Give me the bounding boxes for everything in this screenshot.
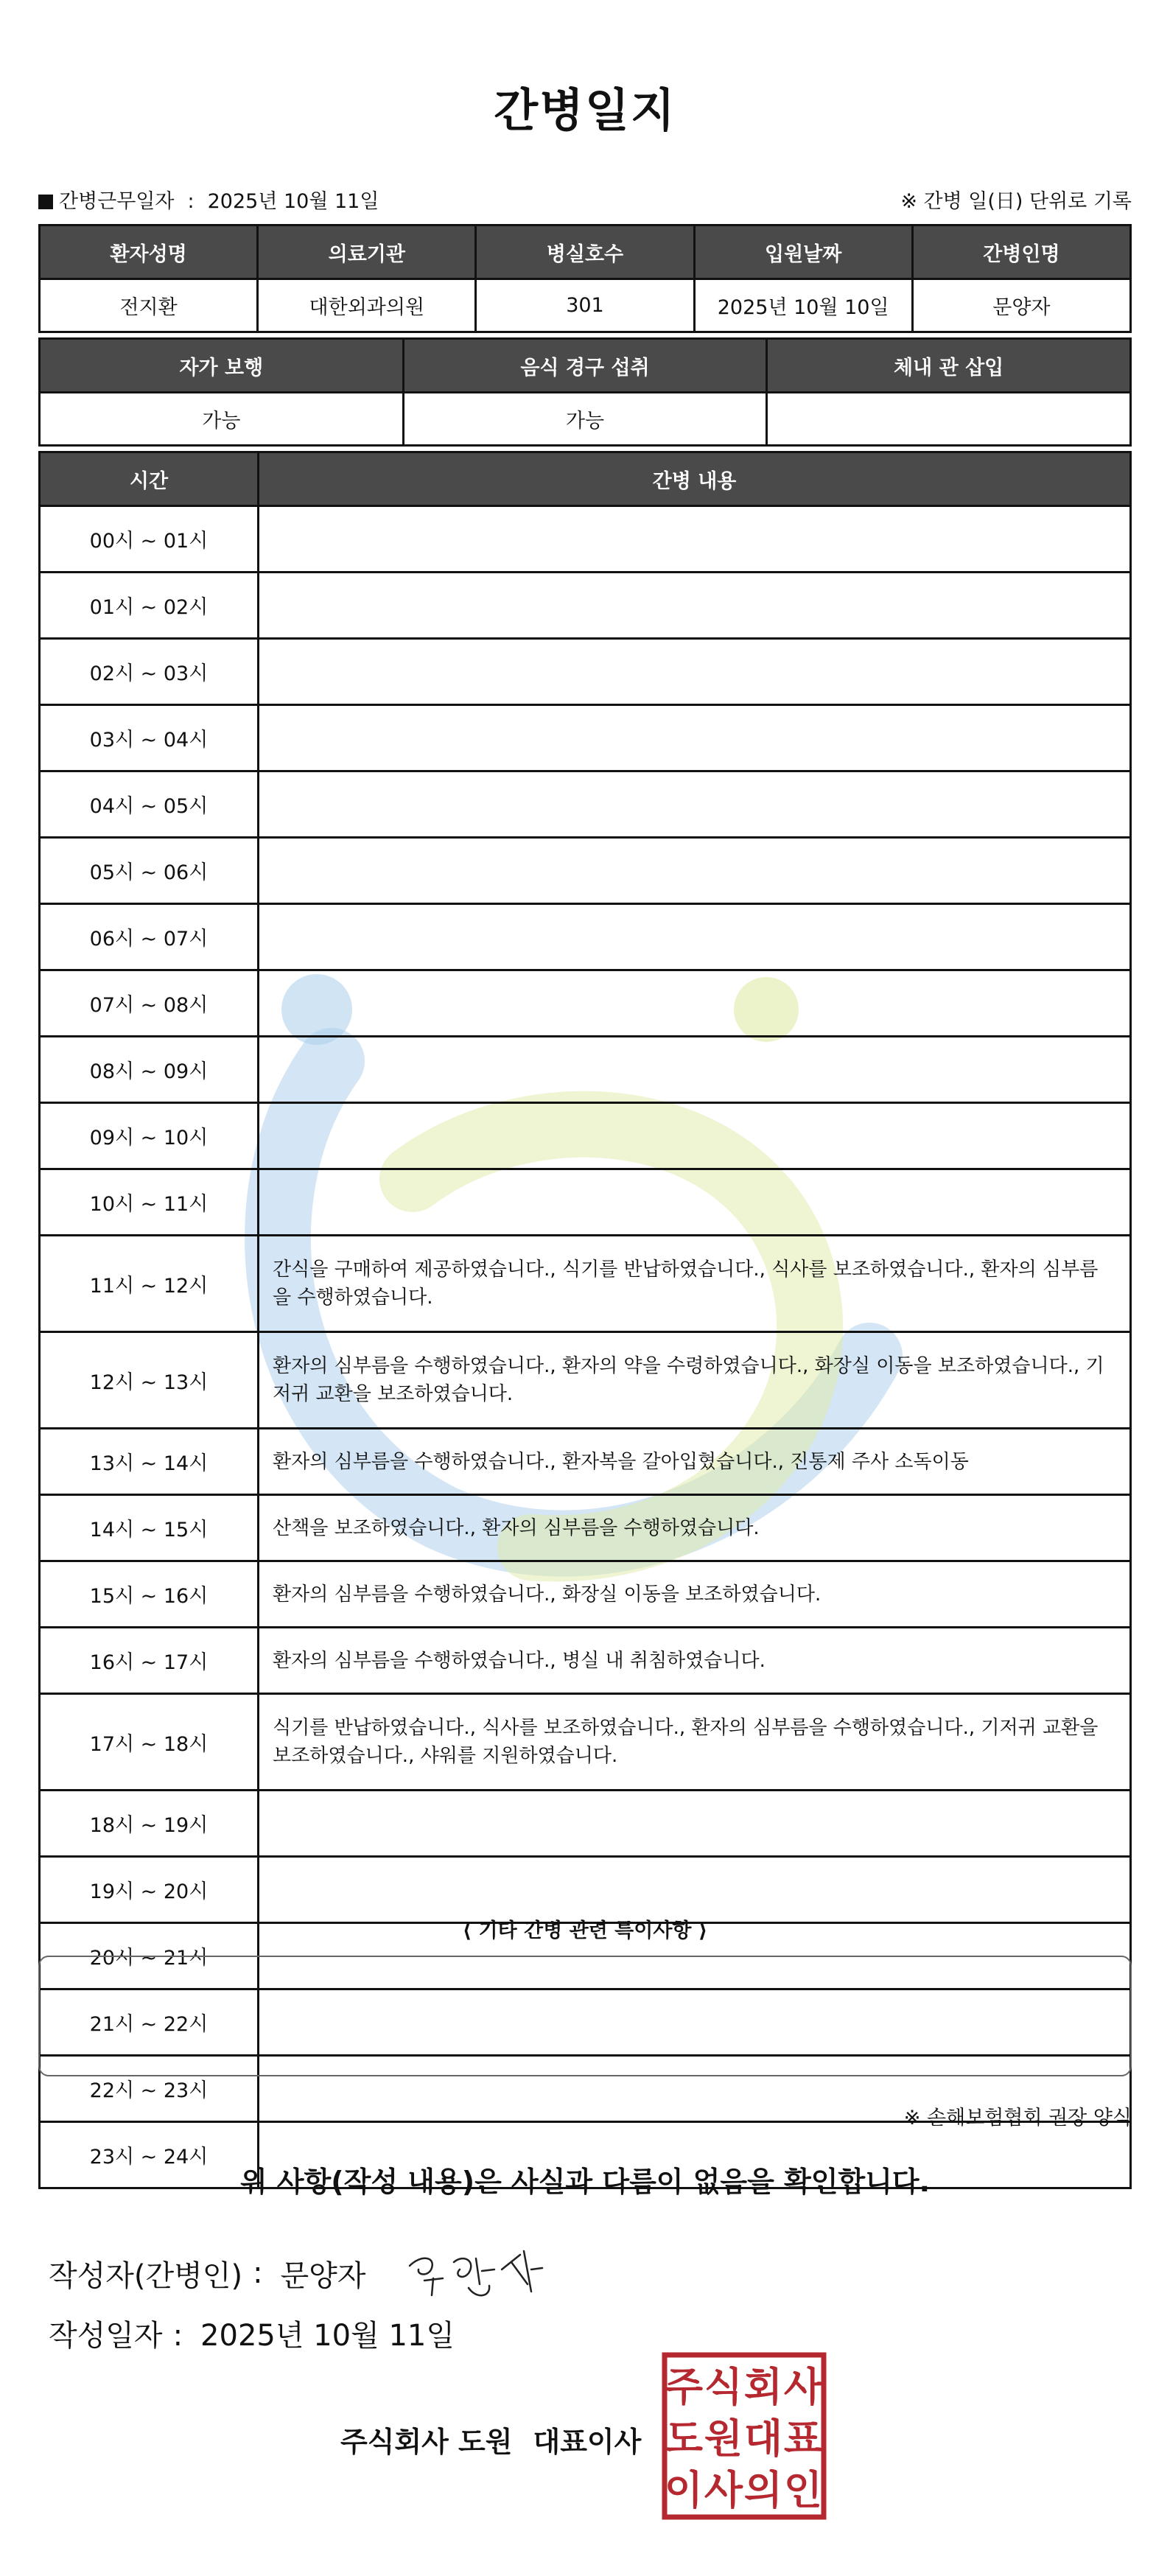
seal-character: 사 [704, 2467, 743, 2513]
ability-header-row [40, 339, 1131, 393]
log-time: 07시 ~ 08시 [40, 970, 259, 1037]
log-time: 00시 ~ 01시 [40, 506, 259, 573]
header-caregiver-name: 간병인명 [912, 225, 1130, 279]
care-log-row [40, 1236, 1131, 1332]
log-content [259, 970, 1131, 1037]
log-content [259, 838, 1131, 904]
log-content: 식기를 반납하였습니다., 식사를 보조하였습니다., 환자의 심부름을 수행하였습니다., 기저귀 교환을 보조하였습니다., 샤워를 지원하였습니다. [259, 1694, 1131, 1791]
ability-value-row [40, 393, 1131, 446]
header-self-walking: 자가 보행 [40, 339, 404, 393]
writer-row [49, 2240, 550, 2306]
care-log-row [40, 1332, 1131, 1429]
page-title: 간병일지 [494, 83, 676, 137]
log-content [259, 904, 1131, 970]
seal-character: 도 [664, 2415, 704, 2462]
work-date-value: 2025년 10월 11일 [207, 189, 379, 213]
seal-character: 의 [743, 2467, 783, 2513]
company-seal-stamp [662, 2352, 827, 2520]
writer-label: 작성자(간병인) [49, 2258, 243, 2293]
header-admission-date: 입원날짜 [694, 225, 912, 279]
log-time: 10시 ~ 11시 [40, 1169, 259, 1236]
header-room: 병실호수 [476, 225, 694, 279]
log-time: 11시 ~ 12시 [40, 1236, 259, 1332]
work-date-label: 간병근무일자 [59, 189, 175, 213]
log-time: 16시 ~ 17시 [40, 1628, 259, 1694]
seal-character: 이 [664, 2467, 704, 2513]
care-log-row [40, 1791, 1131, 1857]
log-time: 01시 ~ 02시 [40, 573, 259, 639]
log-time: 05시 ~ 06시 [40, 838, 259, 904]
work-date-row [38, 183, 1132, 215]
write-date-colon: : [172, 2319, 183, 2353]
log-time: 21시 ~ 22시 [40, 1989, 259, 2056]
care-log-row [40, 705, 1131, 771]
log-content [259, 771, 1131, 838]
log-time: 04시 ~ 05시 [40, 771, 259, 838]
log-time: 03시 ~ 04시 [40, 705, 259, 771]
patient-name: 전지환 [40, 279, 258, 332]
care-log-row [40, 1495, 1131, 1561]
care-log-row [40, 1628, 1131, 1694]
log-content [259, 1037, 1131, 1103]
care-log-row [40, 970, 1131, 1037]
write-date-value: 2025년 10월 11일 [200, 2319, 455, 2353]
care-log-row [40, 1429, 1131, 1495]
care-log-row [40, 838, 1131, 904]
care-log-row [40, 573, 1131, 639]
log-time: 12시 ~ 13시 [40, 1332, 259, 1429]
square-bullet-icon [38, 195, 53, 209]
record-note: ※ 간병 일(日) 단위로 기록 [900, 189, 1132, 213]
seal-character: 원 [704, 2415, 743, 2462]
seal-character: 주 [664, 2364, 704, 2410]
company-title: 대표이사 [533, 2426, 642, 2458]
care-log-row [40, 1857, 1131, 1923]
writer-colon: : [253, 2256, 263, 2290]
log-content [259, 1791, 1131, 1857]
log-content: 환자의 심부름을 수행하였습니다., 병실 내 취침하였습니다. [259, 1628, 1131, 1694]
log-time: 09시 ~ 10시 [40, 1103, 259, 1169]
log-content: 환자의 심부름을 수행하였습니다., 환자복을 갈아입혔습니다., 진통제 주사 소독이동 [259, 1429, 1131, 1495]
header-hospital: 의료기관 [258, 225, 476, 279]
log-content [259, 639, 1131, 705]
seal-character: 대 [743, 2415, 783, 2462]
care-log-row [40, 771, 1131, 838]
write-date-row [49, 2312, 455, 2354]
work-date-colon: : [187, 189, 195, 213]
log-time: 15시 ~ 16시 [40, 1561, 259, 1628]
seal-character: 인 [783, 2467, 823, 2513]
care-log-row [40, 1561, 1131, 1628]
recommend-note: ※ 손해보험협회 권장 양식 [903, 2107, 1132, 2129]
care-log-header-row [40, 452, 1131, 506]
header-tube-insertion: 체내 관 삽입 [767, 339, 1131, 393]
log-time: 19시 ~ 20시 [40, 1857, 259, 1923]
log-content: 환자의 심부름을 수행하였습니다., 화장실 이동을 보조하였습니다. [259, 1561, 1131, 1628]
log-content: 산책을 보조하였습니다., 환자의 심부름을 수행하였습니다. [259, 1495, 1131, 1561]
log-time: 20시 ~ 21시 [40, 1923, 259, 1989]
log-time: 13시 ~ 14시 [40, 1429, 259, 1495]
log-content [259, 705, 1131, 771]
oral-intake-value: 가능 [403, 393, 767, 446]
writer-name: 문양자 [280, 2258, 366, 2293]
log-time: 14시 ~ 15시 [40, 1495, 259, 1561]
company-name: 주식회사 도원 [340, 2426, 513, 2458]
handwritten-signature [402, 2240, 550, 2306]
room-number: 301 [476, 279, 694, 332]
care-log-row [40, 639, 1131, 705]
hospital-name: 대한외과의원 [258, 279, 476, 332]
header-oral-intake: 음식 경구 섭취 [403, 339, 767, 393]
care-log-row [40, 1037, 1131, 1103]
log-time: 23시 ~ 24시 [40, 2122, 259, 2188]
log-content [259, 1103, 1131, 1169]
log-content [259, 1169, 1131, 1236]
patient-ability-table [38, 337, 1132, 447]
caregiver-name: 문양자 [912, 279, 1130, 332]
patient-info-value-row [40, 279, 1131, 332]
special-notes-label: ⟨ 기타 간병 관련 특이사항 ⟩ [462, 1919, 708, 1942]
care-log-row [40, 506, 1131, 573]
care-log-row [40, 904, 1131, 970]
log-content [259, 1857, 1131, 1923]
log-time: 22시 ~ 23시 [40, 2056, 259, 2122]
admission-date: 2025년 10월 10일 [694, 279, 912, 332]
log-content: 환자의 심부름을 수행하였습니다., 환자의 약을 수령하였습니다., 화장실 이동을 보조하였습니다., 기저귀 교환을 보조하였습니다. [259, 1332, 1131, 1429]
log-content [259, 506, 1131, 573]
log-time: 06시 ~ 07시 [40, 904, 259, 970]
patient-info-header-row [40, 225, 1131, 279]
header-time: 시간 [40, 452, 259, 506]
self-walking-value: 가능 [40, 393, 404, 446]
seal-character: 표 [783, 2415, 823, 2462]
care-log-row [40, 1169, 1131, 1236]
care-log-row [40, 1694, 1131, 1791]
seal-character: 사 [783, 2364, 823, 2410]
write-date-label: 작성일자 [49, 2319, 163, 2353]
confirmation-statement: 위 사항(작성 내용)은 사실과 다름이 없음을 확인합니다. [239, 2166, 931, 2198]
header-patient-name: 환자성명 [40, 225, 258, 279]
care-log-row [40, 1103, 1131, 1169]
log-time: 18시 ~ 19시 [40, 1791, 259, 1857]
special-notes-box [38, 1956, 1132, 2076]
header-care-content: 간병 내용 [259, 452, 1131, 506]
log-time: 17시 ~ 18시 [40, 1694, 259, 1791]
log-content: 간식을 구매하여 제공하였습니다., 식기를 반납하였습니다., 식사를 보조하였습니다., 환자의 심부름을 수행하였습니다. [259, 1236, 1131, 1332]
seal-character: 회 [743, 2364, 783, 2410]
work-date [38, 185, 379, 214]
seal-character: 식 [704, 2364, 743, 2410]
log-content [259, 573, 1131, 639]
patient-info-table [38, 224, 1132, 333]
log-time: 08시 ~ 09시 [40, 1037, 259, 1103]
tube-insertion-value [767, 393, 1131, 446]
log-time: 02시 ~ 03시 [40, 639, 259, 705]
company-signature-line [340, 2419, 641, 2460]
